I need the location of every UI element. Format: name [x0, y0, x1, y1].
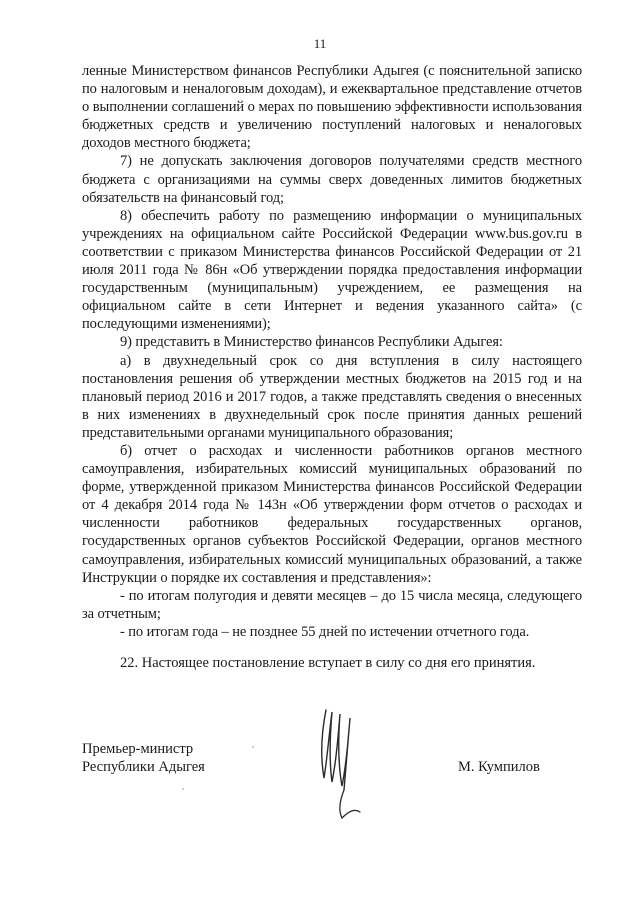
signer-title: [82, 740, 205, 776]
handwritten-signature: [296, 700, 376, 830]
scan-speck: [182, 788, 184, 790]
paragraph-subitem-b: б) отчет о расходах и численности работников органов местного самоуправления, избирательных комиссий муниципальных образований по форме, утвержденной приказом Министерства финансов Российской Федерации от 4 декабря 2014 года № 143н «Об утверждении форм отчетов о расходах и численности работников федеральных государственных органов, государственных органов субъектов Российской Федерации, органов местного самоуправления, избирательных комиссий муниципальных образований, а также Инструкции о порядке их составления и представления»:: [82, 442, 582, 586]
body-text: [82, 62, 582, 641]
paragraph-dash-year: - по итогам года – не позднее 55 дней по истечении отчетного года.: [120, 623, 530, 640]
paragraph-dash-half-year: - по итогам полугодия и девяти месяцев – до 15 числа месяца, следующего за отчетным;: [82, 587, 582, 622]
page-number: 11: [313, 36, 327, 51]
paragraph-subitem-a: а) в двухнедельный срок со дня вступления в силу настоящего постановления решения об утверждении местных бюджетов на 2015 год и на плановый период 2016 и 2017 годов, а также представлять сведения о внесенных в них изменениях в двухнедельный срок после принятия данных решений представительными органами муниципального образования;: [82, 352, 582, 441]
paragraph-item-7: 7) не допускать заключения договоров получателями средств местного бюджета с организациями на суммы сверх доведенных лимитов бюджетных обязательств на финансовый год;: [82, 153, 582, 206]
paragraph-item-9: 9) представить в Министерство финансов Республики Адыгея:: [120, 334, 503, 351]
signer-title-line2: Республики Адыгея: [82, 759, 205, 775]
signer-name: М. Кумпилов: [458, 759, 540, 775]
paragraph-item-8: 8) обеспечить работу по размещению информации о муниципальных учреждениях на официальном сайте Российской Федерации www.bus.gov.ru в соответствии с приказом Министерства финансов Российской Федерации от 21 июля 2011 года № 86н «Об утверждении порядка предоставления информации государственным (муниципальным) учреждением, ее размещения на официальном сайте в сети Интернет и ведения указанного сайта» (с последующими изменениями);: [82, 207, 582, 333]
paragraph-continued: ленные Министерством финансов Республики Адыгея (с пояснительной записко по налоговым и неналоговым доходам), и ежеквартальное представление отчетов о выполнении соглашений о мерах по повышению эффективности использования бюджетных средств и увеличению поступлений налоговых и неналоговых доходов местного бюджета;: [82, 63, 582, 152]
scan-speck: [252, 746, 254, 748]
signer-title-line1: Премьер-министр: [82, 741, 194, 757]
closing-paragraph: 22. Настоящее постановление вступает в силу со дня его принятия.: [120, 655, 536, 671]
